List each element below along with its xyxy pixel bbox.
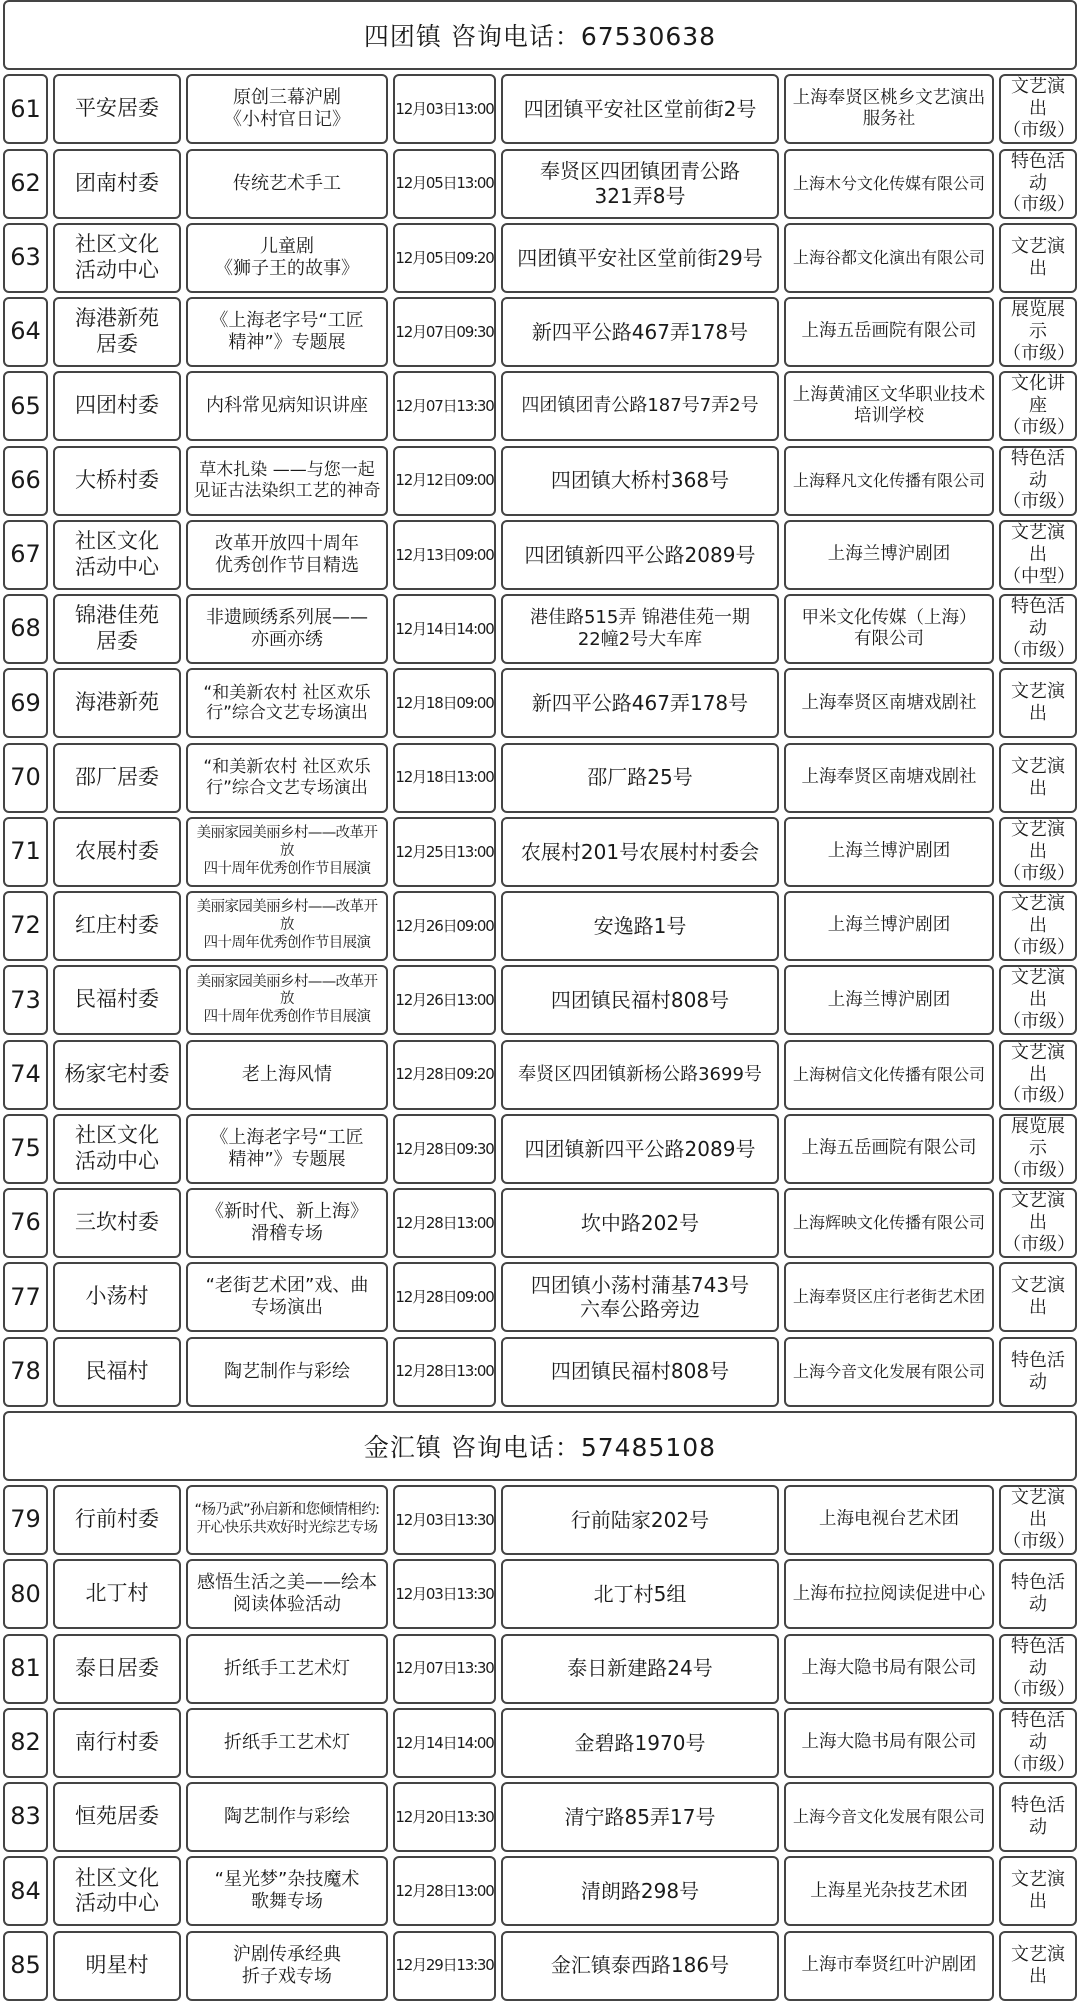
type-cell: 文艺演出 （市级） (999, 1188, 1077, 1258)
location-cell: 农展村委 (53, 817, 181, 887)
activity-cell: 非遗顾绣系列展—— 亦画亦绣 (186, 594, 388, 664)
address-cell: 北丁村5组 (501, 1559, 779, 1629)
address-cell: 四团镇新四平公路2089号 (501, 1114, 779, 1184)
address-cell: 四团镇团青公路187号7弄2号 (501, 371, 779, 441)
type-cell: 特色活动 （市级） (999, 1634, 1077, 1704)
address-cell: 金碧路1970号 (501, 1708, 779, 1778)
address-cell: 四团镇民福村808号 (501, 1337, 779, 1407)
table-row (3, 891, 1077, 961)
organizer-cell: 甲米文化传媒（上海） 有限公司 (784, 594, 994, 664)
row-number: 82 (3, 1708, 48, 1778)
table-row (3, 520, 1077, 590)
table-row (3, 446, 1077, 516)
row-number: 61 (3, 74, 48, 144)
location-cell: 社区文化 活动中心 (53, 1114, 181, 1184)
row-number: 76 (3, 1188, 48, 1258)
row-number: 79 (3, 1485, 48, 1555)
location-cell: 小荡村 (53, 1262, 181, 1332)
row-number: 64 (3, 297, 48, 367)
organizer-cell: 上海奉贤区南塘戏剧社 (784, 668, 994, 738)
location-cell: 邵厂居委 (53, 743, 181, 813)
row-number: 70 (3, 743, 48, 813)
table-row (3, 1708, 1077, 1778)
row-number: 73 (3, 965, 48, 1035)
activity-cell: 陶艺制作与彩绘 (186, 1782, 388, 1852)
activity-cell: 儿童剧 《狮子王的故事》 (186, 223, 388, 293)
activity-cell: 美丽家园美丽乡村——改革开放 四十周年优秀创作节目展演 (186, 965, 388, 1035)
time-cell: 12月13日09:00 (393, 520, 496, 590)
location-cell: 海港新苑 (53, 668, 181, 738)
row-number: 77 (3, 1262, 48, 1332)
activity-cell: 沪剧传承经典 折子戏专场 (186, 1931, 388, 2001)
activity-cell: “星光梦”杂技魔术 歌舞专场 (186, 1856, 388, 1926)
organizer-cell: 上海大隐书局有限公司 (784, 1634, 994, 1704)
row-number: 85 (3, 1931, 48, 2001)
table-row (3, 371, 1077, 441)
row-number: 74 (3, 1040, 48, 1110)
type-cell: 文艺演出 （市级） (999, 1485, 1077, 1555)
organizer-cell: 上海市奉贤红叶沪剧团 (784, 1931, 994, 2001)
table-row (3, 965, 1077, 1035)
time-cell: 12月25日13:00 (393, 817, 496, 887)
activity-cell: “和美新农村 社区欢乐 行”综合文艺专场演出 (186, 743, 388, 813)
table-row (3, 594, 1077, 664)
row-number: 68 (3, 594, 48, 664)
type-cell: 文艺演出 （市级） (999, 1040, 1077, 1110)
table-row (3, 74, 1077, 144)
address-cell: 四团镇平安社区堂前街29号 (501, 223, 779, 293)
address-cell: 安逸路1号 (501, 891, 779, 961)
row-number: 67 (3, 520, 48, 590)
time-cell: 12月18日13:00 (393, 743, 496, 813)
organizer-cell: 上海奉贤区南塘戏剧社 (784, 743, 994, 813)
time-cell: 12月07日13:30 (393, 1634, 496, 1704)
type-cell: 特色活动 （市级） (999, 446, 1077, 516)
time-cell: 12月28日09:30 (393, 1114, 496, 1184)
location-cell: 行前村委 (53, 1485, 181, 1555)
activity-cell: 《上海老字号“工匠 精神”》专题展 (186, 297, 388, 367)
section-header: 四团镇 咨询电话：67530638 (3, 0, 1077, 70)
location-cell: 平安居委 (53, 74, 181, 144)
address-cell: 四团镇民福村808号 (501, 965, 779, 1035)
organizer-cell: 上海辉映文化传播有限公司 (784, 1188, 994, 1258)
address-cell: 邵厂路25号 (501, 743, 779, 813)
time-cell: 12月07日13:30 (393, 371, 496, 441)
organizer-cell: 上海五岳画院有限公司 (784, 1114, 994, 1184)
organizer-cell: 上海兰博沪剧团 (784, 891, 994, 961)
table-row (3, 1114, 1077, 1184)
location-cell: 南行村委 (53, 1708, 181, 1778)
row-number: 62 (3, 149, 48, 219)
activity-cell: 《上海老字号“工匠 精神”》专题展 (186, 1114, 388, 1184)
activity-cell: 改革开放四十周年 优秀创作节目精选 (186, 520, 388, 590)
type-cell: 文艺演出 (999, 743, 1077, 813)
table-row (3, 668, 1077, 738)
row-number: 80 (3, 1559, 48, 1629)
address-cell: 坎中路202号 (501, 1188, 779, 1258)
time-cell: 12月28日13:00 (393, 1856, 496, 1926)
type-cell: 文艺演出 (999, 1856, 1077, 1926)
time-cell: 12月18日09:00 (393, 668, 496, 738)
address-cell: 四团镇小荡村蒲基743号 六奉公路旁边 (501, 1262, 779, 1332)
organizer-cell: 上海星光杂技艺术团 (784, 1856, 994, 1926)
row-number: 84 (3, 1856, 48, 1926)
activity-cell: 美丽家园美丽乡村——改革开放 四十周年优秀创作节目展演 (186, 891, 388, 961)
organizer-cell: 上海奉贤区桃乡文艺演出 服务社 (784, 74, 994, 144)
time-cell: 12月05日09:20 (393, 223, 496, 293)
location-cell: 红庄村委 (53, 891, 181, 961)
address-cell: 奉贤区四团镇新杨公路3699号 (501, 1040, 779, 1110)
row-number: 63 (3, 223, 48, 293)
organizer-cell: 上海今音文化发展有限公司 (784, 1782, 994, 1852)
table-row (3, 1485, 1077, 1555)
location-cell: 社区文化 活动中心 (53, 1856, 181, 1926)
table-row (3, 1634, 1077, 1704)
type-cell: 文艺演出 （中型） (999, 520, 1077, 590)
time-cell: 12月07日09:30 (393, 297, 496, 367)
organizer-cell: 上海兰博沪剧团 (784, 520, 994, 590)
location-cell: 明星村 (53, 1931, 181, 2001)
address-cell: 行前陆家202号 (501, 1485, 779, 1555)
organizer-cell: 上海五岳画院有限公司 (784, 297, 994, 367)
address-cell: 新四平公路467弄178号 (501, 668, 779, 738)
address-cell: 金汇镇泰西路186号 (501, 1931, 779, 2001)
organizer-cell: 上海黄浦区文华职业技术 培训学校 (784, 371, 994, 441)
table-row (3, 1856, 1077, 1926)
organizer-cell: 上海兰博沪剧团 (784, 817, 994, 887)
organizer-cell: 上海电视台艺术团 (784, 1485, 994, 1555)
activity-cell: “杨乃武”孙启新和您倾情相约: 开心快乐共欢好时光综艺专场 (186, 1485, 388, 1555)
organizer-cell: 上海兰博沪剧团 (784, 965, 994, 1035)
activity-cell: 《新时代、新上海》 滑稽专场 (186, 1188, 388, 1258)
time-cell: 12月05日13:00 (393, 149, 496, 219)
type-cell: 特色活动 (999, 1337, 1077, 1407)
table-row (3, 1337, 1077, 1407)
type-cell: 特色活动 (999, 1782, 1077, 1852)
time-cell: 12月26日09:00 (393, 891, 496, 961)
time-cell: 12月03日13:30 (393, 1559, 496, 1629)
time-cell: 12月26日13:00 (393, 965, 496, 1035)
time-cell: 12月14日14:00 (393, 1708, 496, 1778)
location-cell: 海港新苑 居委 (53, 297, 181, 367)
type-cell: 特色活动 （市级） (999, 594, 1077, 664)
location-cell: 北丁村 (53, 1559, 181, 1629)
activity-cell: 折纸手工艺术灯 (186, 1708, 388, 1778)
organizer-cell: 上海树信文化传播有限公司 (784, 1040, 994, 1110)
type-cell: 展览展示 （市级） (999, 297, 1077, 367)
location-cell: 民福村委 (53, 965, 181, 1035)
organizer-cell: 上海大隐书局有限公司 (784, 1708, 994, 1778)
activity-cell: “老街艺术团”戏、曲 专场演出 (186, 1262, 388, 1332)
location-cell: 社区文化 活动中心 (53, 223, 181, 293)
type-cell: 特色活动 （市级） (999, 1708, 1077, 1778)
address-cell: 奉贤区四团镇团青公路 321弄8号 (501, 149, 779, 219)
table-row (3, 1782, 1077, 1852)
row-number: 78 (3, 1337, 48, 1407)
address-cell: 泰日新建路24号 (501, 1634, 779, 1704)
time-cell: 12月28日13:00 (393, 1337, 496, 1407)
location-cell: 四团村委 (53, 371, 181, 441)
row-number: 71 (3, 817, 48, 887)
type-cell: 特色活动 (999, 1559, 1077, 1629)
type-cell: 文艺演出 （市级） (999, 891, 1077, 961)
table-row (3, 297, 1077, 367)
type-cell: 特色活动 （市级） (999, 149, 1077, 219)
time-cell: 12月29日13:30 (393, 1931, 496, 2001)
organizer-cell: 上海奉贤区庄行老街艺术团 (784, 1262, 994, 1332)
table-row (3, 223, 1077, 293)
table-row (3, 743, 1077, 813)
organizer-cell: 上海今音文化发展有限公司 (784, 1337, 994, 1407)
table-row (3, 1931, 1077, 2001)
address-cell: 新四平公路467弄178号 (501, 297, 779, 367)
address-cell: 清朗路298号 (501, 1856, 779, 1926)
activity-cell: 美丽家园美丽乡村——改革开放 四十周年优秀创作节目展演 (186, 817, 388, 887)
location-cell: 锦港佳苑 居委 (53, 594, 181, 664)
activity-cell: 老上海风情 (186, 1040, 388, 1110)
organizer-cell: 上海布拉拉阅读促进中心 (784, 1559, 994, 1629)
row-number: 72 (3, 891, 48, 961)
time-cell: 12月28日09:20 (393, 1040, 496, 1110)
table-row (3, 1559, 1077, 1629)
type-cell: 文艺演出 （市级） (999, 817, 1077, 887)
location-cell: 三坎村委 (53, 1188, 181, 1258)
type-cell: 文艺演出 （市级） (999, 74, 1077, 144)
location-cell: 泰日居委 (53, 1634, 181, 1704)
type-cell: 文艺演出 （市级） (999, 965, 1077, 1035)
table-row (3, 149, 1077, 219)
time-cell: 12月20日13:30 (393, 1782, 496, 1852)
location-cell: 社区文化 活动中心 (53, 520, 181, 590)
organizer-cell: 上海木兮文化传媒有限公司 (784, 149, 994, 219)
location-cell: 团南村委 (53, 149, 181, 219)
type-cell: 文化讲座 （市级） (999, 371, 1077, 441)
row-number: 83 (3, 1782, 48, 1852)
time-cell: 12月28日09:00 (393, 1262, 496, 1332)
time-cell: 12月14日14:00 (393, 594, 496, 664)
address-cell: 农展村201号农展村村委会 (501, 817, 779, 887)
address-cell: 四团镇新四平公路2089号 (501, 520, 779, 590)
activity-cell: 原创三幕沪剧 《小村官日记》 (186, 74, 388, 144)
organizer-cell: 上海谷都文化演出有限公司 (784, 223, 994, 293)
type-cell: 文艺演出 (999, 668, 1077, 738)
address-cell: 四团镇大桥村368号 (501, 446, 779, 516)
table-row (3, 1040, 1077, 1110)
table-row (3, 1188, 1077, 1258)
address-cell: 四团镇平安社区堂前街2号 (501, 74, 779, 144)
type-cell: 展览展示 （市级） (999, 1114, 1077, 1184)
time-cell: 12月28日13:00 (393, 1188, 496, 1258)
activity-cell: 传统艺术手工 (186, 149, 388, 219)
time-cell: 12月03日13:00 (393, 74, 496, 144)
table-row (3, 1262, 1077, 1332)
organizer-cell: 上海释凡文化传播有限公司 (784, 446, 994, 516)
row-number: 65 (3, 371, 48, 441)
row-number: 81 (3, 1634, 48, 1704)
type-cell: 文艺演出 (999, 1262, 1077, 1332)
address-cell: 港佳路515弄 锦港佳苑一期 22幢2号大车库 (501, 594, 779, 664)
location-cell: 恒苑居委 (53, 1782, 181, 1852)
row-number: 66 (3, 446, 48, 516)
type-cell: 文艺演出 (999, 223, 1077, 293)
table-row (3, 817, 1077, 887)
type-cell: 文艺演出 (999, 1931, 1077, 2001)
address-cell: 清宁路85弄17号 (501, 1782, 779, 1852)
location-cell: 民福村 (53, 1337, 181, 1407)
activity-cell: “和美新农村 社区欢乐 行”综合文艺专场演出 (186, 668, 388, 738)
activity-cell: 陶艺制作与彩绘 (186, 1337, 388, 1407)
row-number: 75 (3, 1114, 48, 1184)
location-cell: 杨家宅村委 (53, 1040, 181, 1110)
activity-cell: 草木扎染 ——与您一起 见证古法染织工艺的神奇 (186, 446, 388, 516)
activity-cell: 感悟生活之美——绘本 阅读体验活动 (186, 1559, 388, 1629)
row-number: 69 (3, 668, 48, 738)
time-cell: 12月12日09:00 (393, 446, 496, 516)
section-header: 金汇镇 咨询电话：57485108 (3, 1411, 1077, 1481)
activity-cell: 折纸手工艺术灯 (186, 1634, 388, 1704)
time-cell: 12月03日13:30 (393, 1485, 496, 1555)
activity-cell: 内科常见病知识讲座 (186, 371, 388, 441)
location-cell: 大桥村委 (53, 446, 181, 516)
